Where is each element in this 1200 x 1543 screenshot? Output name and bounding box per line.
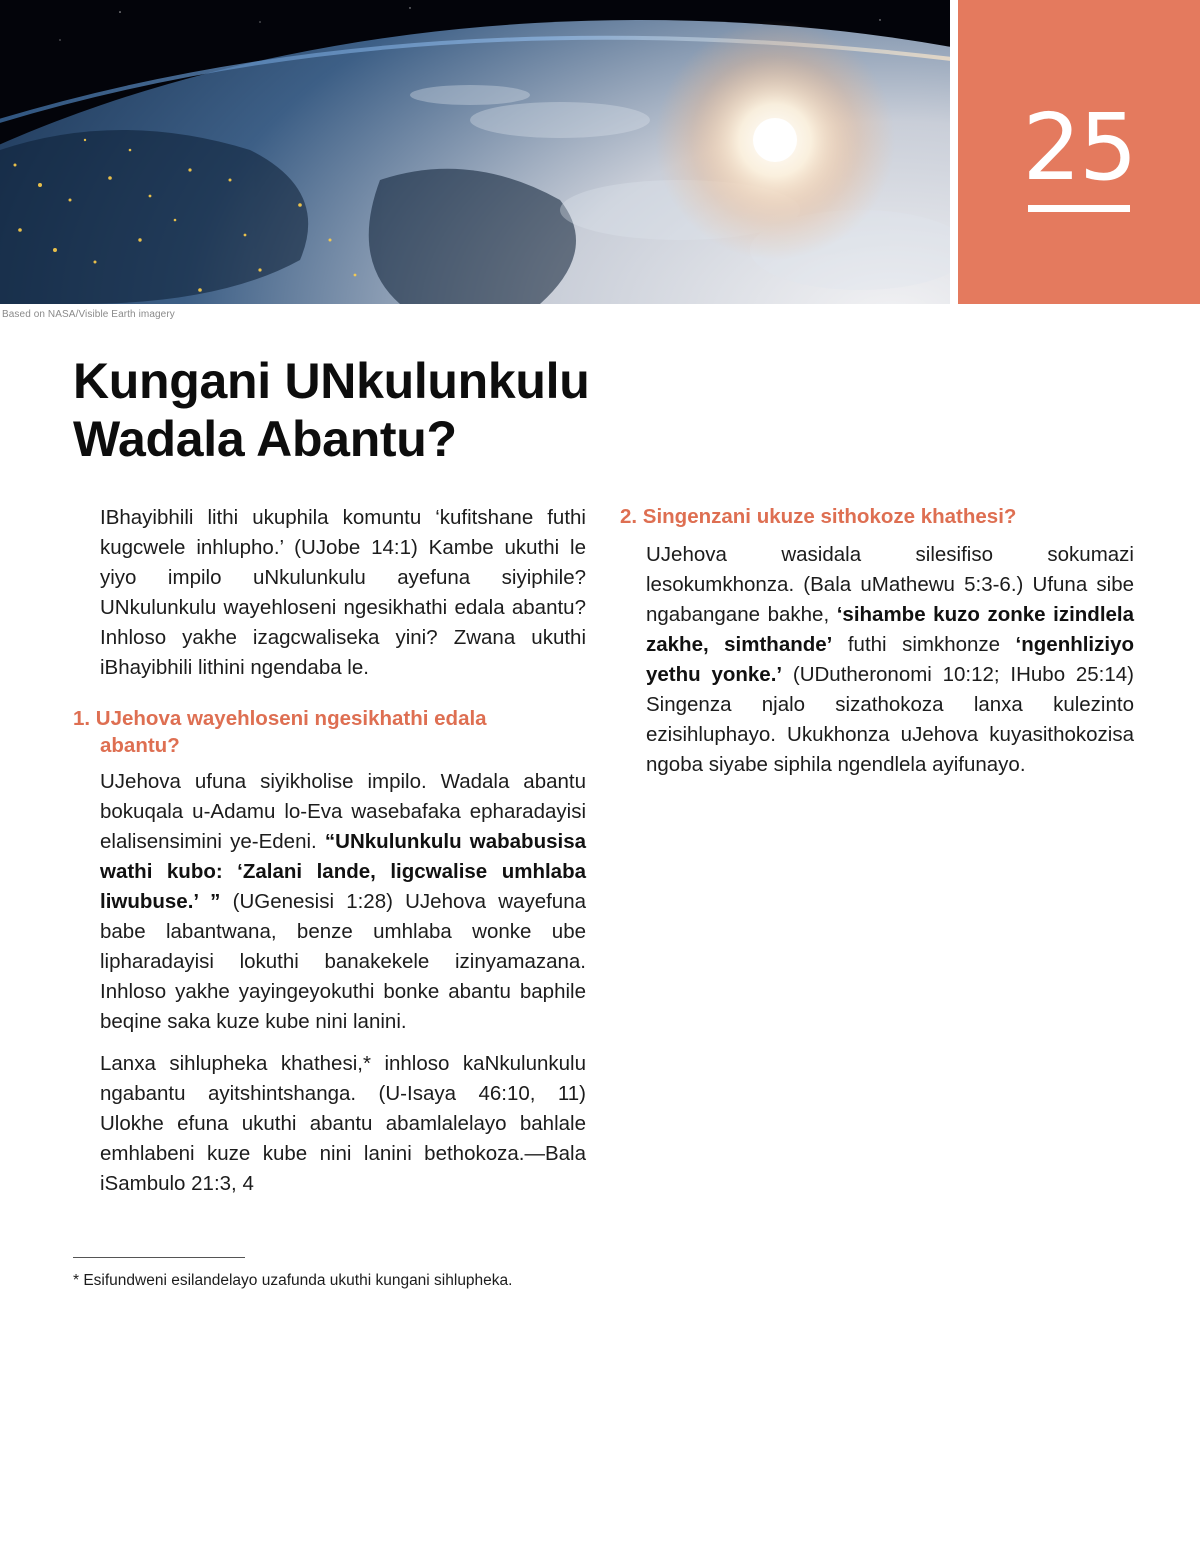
lesson-number: 25: [1022, 94, 1136, 201]
footnote-divider: [73, 1257, 245, 1258]
question-1-heading: 1. UJehova wayehloseni ngesikhathi edala abantu?: [73, 707, 487, 757]
s1p1-text-pre: UJehova ufuna siyikholise impilo. Wadala abantu bokuqala u-Adamu lo-Eva wasebafaka epharadayisi elalisensimini ye-Edeni.: [100, 770, 586, 853]
s2-text-post: (UDutheronomi 10:12; IHubo 25:14) Singenza njalo sizathokoza lanxa kulezinto ezisihluphayo. Ukukhonza uJehova kuyasithokozisa ngoba siyabe siphila ngendlela ayifunayo.: [646, 663, 1134, 776]
s2-text-mid: futhi simkhonze: [832, 633, 1016, 656]
earth-illustration: [0, 0, 950, 304]
s2-text-pre: UJehova wasidala silesifiso sokumazi lesokumkhonza. (Bala uMathewu 5:3-6.) Ufuna sibe ngabangane bakhe,: [646, 543, 1134, 626]
title-line-1: Kungani UNkulunkulu: [73, 353, 590, 409]
lesson-number-badge: [958, 0, 1200, 304]
left-column: [73, 503, 586, 1211]
question-2-heading: 2. Singenzani ukuze sithokoze khathesi?: [620, 505, 1017, 528]
badge-underline: [1028, 205, 1130, 212]
right-column: [620, 503, 1134, 792]
hero-earth-image: [0, 0, 950, 304]
s1p1-text-post: (UGenesisi 1:28) UJehova wayefuna babe labantwana, benze umhlaba wonke ube lipharadayisi lokuthi banakekele izinyamazana. Inhloso yakhe yayingeyokuthi bonke abantu baphile beqine saka kuze kube nini lanini.: [100, 890, 586, 1033]
intro-paragraph: IBhayibhili lithi ukuphila komuntu ‘kufitshane futhi kugcwele inhlupho.’ (UJobe 14:1) Kambe ukuthi le yiyo impilo uNkulunkulu ayefuna siyiphile? UNkulunkulu wayehloseni ngesikhathi edala abantu? Inhloso yakhe izagcwaliseka yini? Zwana ukuthi iBhayibhili lithini ngendaba le.: [100, 506, 586, 679]
title-line-2: Wadala Abantu?: [73, 411, 457, 467]
s2-scripture-quote-2: ‘ngenhliziyo yethu yonke.’: [646, 633, 1134, 686]
section-2-paragraph: [620, 540, 1134, 780]
page-title: [73, 352, 773, 468]
footnote: * Esifundweni esilandelayo uzafunda ukuthi kungani sihlupheka.: [73, 1272, 513, 1289]
image-credit: Based on NASA/Visible Earth imagery: [2, 309, 175, 320]
s2-scripture-quote-1: ‘sihambe kuzo zonke izindlela zakhe, simthande’: [646, 603, 1135, 656]
section-1-paragraph-2: Lanxa sihlupheka khathesi,* inhloso kaNkulunkulu ngabantu ayitshintshanga. (U-Isaya 46:10, 11) Ulokhe efuna ukuthi abantu abamlalelayo bahlale emhlabeni kuze kube nini lanini bethokoza.—Bala iSambulo 21:3, 4: [100, 1052, 586, 1195]
section-1-paragraph-1: [100, 767, 586, 1037]
s1p1-scripture-quote: “UNkulunkulu wababusisa wathi kubo: ‘Zalani lande, ligcwalise umhlaba liwubuse.’ ”: [100, 830, 586, 913]
